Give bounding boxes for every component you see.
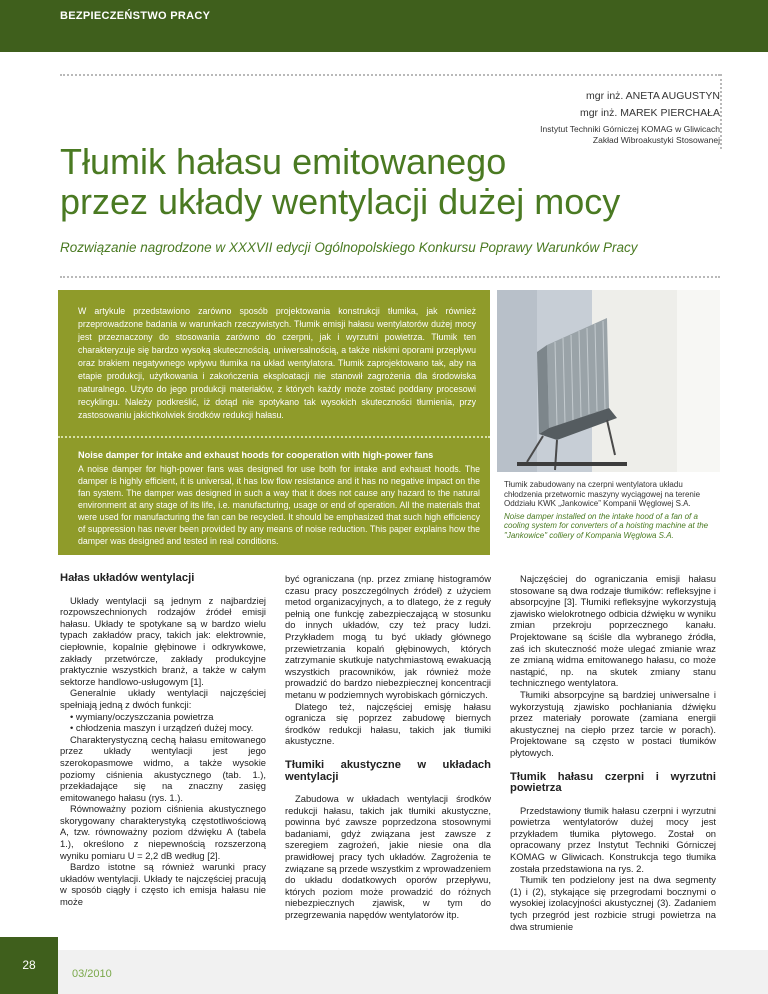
dotted-divider-top <box>60 74 720 76</box>
section-header-bar <box>0 0 768 52</box>
section-heading: Tłumiki akustyczne w układach wentylacji <box>285 758 491 783</box>
paragraph: Tłumik ten podzielony jest na dwa segmenty (1) i (2), stykające się przegrodami bocznymi o wysokiej izolacyjności akustycznej (3). Zadaniem tych przegród jest rozbicie strugi powietrza na dwa strumienie <box>510 874 716 932</box>
paragraph: Zabudowa w układach wentylacji środków redukcji hałasu, takich jak tłumiki akustyczne, powinna być zawsze poprzedzona stosownymi badaniami, gdyż związana jest zawsze z szeregiem zagrożeń, jakie niesie ona dla prawidłowej pracy tych układów. Zagrożenia te związane są przede wszystkim z wprowadzeniem do układu dodatkowych oporów przepływu, których poziom może prowadzić do różnych niebezpiecznych zjawisk, w tym do przegrzewania napędów wentylatorów itp. <box>285 793 491 921</box>
article-title <box>60 142 700 222</box>
abstract-english: A noise damper for high-power fans was designed for use both for intake and exhaust hoods. The damper is highly efficient, it is universal, it has low flow resistance and it has no negative impact on the fan system. The damper was designed in such a way that it does not cause any hazard to the natural environment at any stage of its life, i.e. manufacturing, usage or end of operation. All the materials that were used for manufacturing the fan can be recycled. It should be emphasized that such high efficiency of suppression has never been provided by any means of noise reduction. This paper explains how the damper was designed and tested in real conditions. <box>78 464 480 546</box>
text-column-2 <box>285 573 491 921</box>
footer-bar <box>0 950 768 994</box>
section-heading: Hałas układów wentylacji <box>60 572 195 584</box>
paragraph: być ograniczana (np. przez zmianę histogramów czasu pracy poszczególnych źródeł) z użyciem metod organizacyjnych, a to dlatego, że z reguły pełnią one funkcję zabezpieczającą w stosunku do innych układów, czy też pracy ludzi. Przykładem mogą tu być układy głównego przewietrzania kopalń głębinowych, których zatrzymanie skutkuje natychmiastową ewakuacją wszystkich pracowników, jak również może prowadzić do bardzo niebezpiecznej koncentracji metanu w podziemnych wyrobiskach górniczych. <box>285 573 491 700</box>
paragraph: Układy wentylacji są jednym z najbardziej rozpowszechnionych rodzajów źródeł emisji hałasu. Układy te spotykane są w bardzo wielu typach zakładów pracy, takich jak: elektrownie, ciepłownie, kopalnie głębinowe i odkrywkowe, zakłady przetwórcze, zakłady produkcyjne praktycznie wszystkich branż, a także w całym sektorze handlowo-usługowym [1]. <box>60 594 266 687</box>
author-name: mgr inż. MAREK PIERCHAŁA <box>579 107 720 119</box>
article-title-line: Tłumik hałasu emitowanego <box>60 141 507 182</box>
paragraph: Przedstawiony tłumik hałasu czerpni i wyrzutni powietrza wentylatorów dużej mocy jest przykładem tłumika płytowego. Został on opracowany przez Instytut Techniki Górniczej KOMAG w Gliwicach. Konstrukcja tego tłumika została przedstawiona na rys. 2. <box>510 804 716 874</box>
paragraph: Bardzo istotne są również warunki pracy układów wentylacji. Układy te najczęściej pracują w sposób ciągły i często ich emisja hałasu nie może <box>60 861 266 908</box>
abstract-polish: W artykule przedstawiono zarówno sposób projektowania konstrukcji tłumika, jak również przeprowadzone badania w warunkach rzeczywistych. Tłumik emisji hałasu wentylatorów dużej mocy jest przeznaczony do stosowania zarówno do czerpni, jak i wyrzutni powietrza. Tłumik ten charakteryzuje się bardzo wysoką skutecznością, uniwersalnością, a także niskimi oporami przepływu oraz brakiem negatywnego wpływu tłumika na układ wentylatora. Tłumik zaprojektowano tak, aby na etapie produkcji, użytkowania i zakończenia eksploatacji nie stanowił zagrożenia dla środowiska naturalnego. Użyto do jego produkcji materiałów, z których każdy może zostać poddany procesowi recyklingu. Należy podkreślić, iż dotąd nie spotykano tak wysokich skuteczności tłumienia, przy zastosowaniu jakichkolwiek środków redukcji hałasu. <box>78 306 476 420</box>
damper-photo-illustration <box>497 290 720 472</box>
dotted-divider-middle <box>60 276 720 278</box>
paragraph: Dlatego też, najczęściej emisję hałasu ogranicza się poprzez zabudowę biernych środków redukcji hałasu, takich jak tłumiki akustyczne. <box>285 700 491 747</box>
dotted-divider-right <box>720 74 722 149</box>
section-label: BEZPIECZEŃSTWO PRACY <box>60 10 211 22</box>
figure-caption-polish: Tłumik zabudowany na czerpni wentylatora układu chłodzenia przetwornic maszyny wyciągowej na terenie Oddziału KWK „Jankowice” Kompanii Węglowej S.A. <box>504 480 701 508</box>
figure-caption <box>504 480 719 540</box>
paragraph: Równoważny poziom ciśnienia akustycznego skorygowany charakterystyką częstotliwościową A, tzw. równoważny poziom dźwięku A (tabela 1.), określono z niepewnością rozszerzoną wyniku pomiaru U⁣ = 2,2 dB według [2]. <box>60 803 266 861</box>
paragraph: Charakterystyczną cechą hałasu emitowanego przez układy wentylacji jest jego szerokopasmowe widmo, a także wysokie poziomy ciśnienia akustycznego (tab. 1.), przekładające się na znaczny zasięg emitowanego hałasu (rys. 1.). <box>60 733 266 803</box>
abstract-english-title: Noise damper for intake and exhaust hoods for cooperation with high-power fans <box>78 450 434 460</box>
article-subtitle: Rozwiązanie nagrodzone w XXXVII edycji Ogólnopolskiego Konkursu Poprawy Warunków Pracy <box>60 240 638 255</box>
paragraph: Tłumiki absorpcyjne są bardziej uniwersalne i wykorzystują zjawisko pochłaniania dźwięku przez materiały porowate (zamiana energii akustycznej na ciepło przez tarcie w porach). Projektowane są często w postaci tłumików płytowych. <box>510 688 716 758</box>
bullet-item: • chłodzenia maszyn i urządzeń dużej mocy. <box>70 722 254 734</box>
bullet-item: • wymiany/oczyszczania powietrza <box>70 710 214 722</box>
text-column-3 <box>510 573 716 932</box>
figure-caption-english: Noise damper installed on the intake hood of a fan of a cooling system for converters of a hoisting machine at the "Jankowice" colliery of Kompania Węglowa S.A. <box>504 511 709 540</box>
damper-photo <box>497 290 720 472</box>
issue-number: 03/2010 <box>72 968 112 980</box>
paragraph: Generalnie układy wentylacji najczęściej spełniają jedną z dwóch funkcji: <box>60 687 266 710</box>
author-name: mgr inż. ANETA AUGUSTYN <box>585 90 720 102</box>
section-heading: Tłumik hałasu czerpni i wyrzutni powietrza <box>510 770 716 795</box>
institute-name: Instytut Techniki Górniczej KOMAG w Gliwicach <box>540 124 720 134</box>
authors-block <box>580 88 720 122</box>
page-number: 28 <box>22 958 36 972</box>
department-name: Zakład Wibroakustyki Stosowanej <box>592 135 720 145</box>
paragraph: Najczęściej do ograniczania emisji hałasu stosowane są dwa rodzaje tłumików: refleksyjne i absorpcyjne [3]. Tłumiki refleksyjne wykorzystują zjawisko wielokrotnego odbicia dźwięku w wyniku zmian przekroju poprzecznego kanału. Projektowane są ściśle dla wybranego źródła, zaś ich skuteczność może ulegać zmianie wraz ze zmianą widma emitowanego hałasu, co może nastąpić, np. na skutek zmiany stanu technicznego wentylatora. <box>510 573 716 689</box>
article-title-line: przez układy wentylacji dużej mocy <box>60 181 621 222</box>
abstract-divider <box>58 436 490 438</box>
text-column-1 <box>60 573 266 908</box>
